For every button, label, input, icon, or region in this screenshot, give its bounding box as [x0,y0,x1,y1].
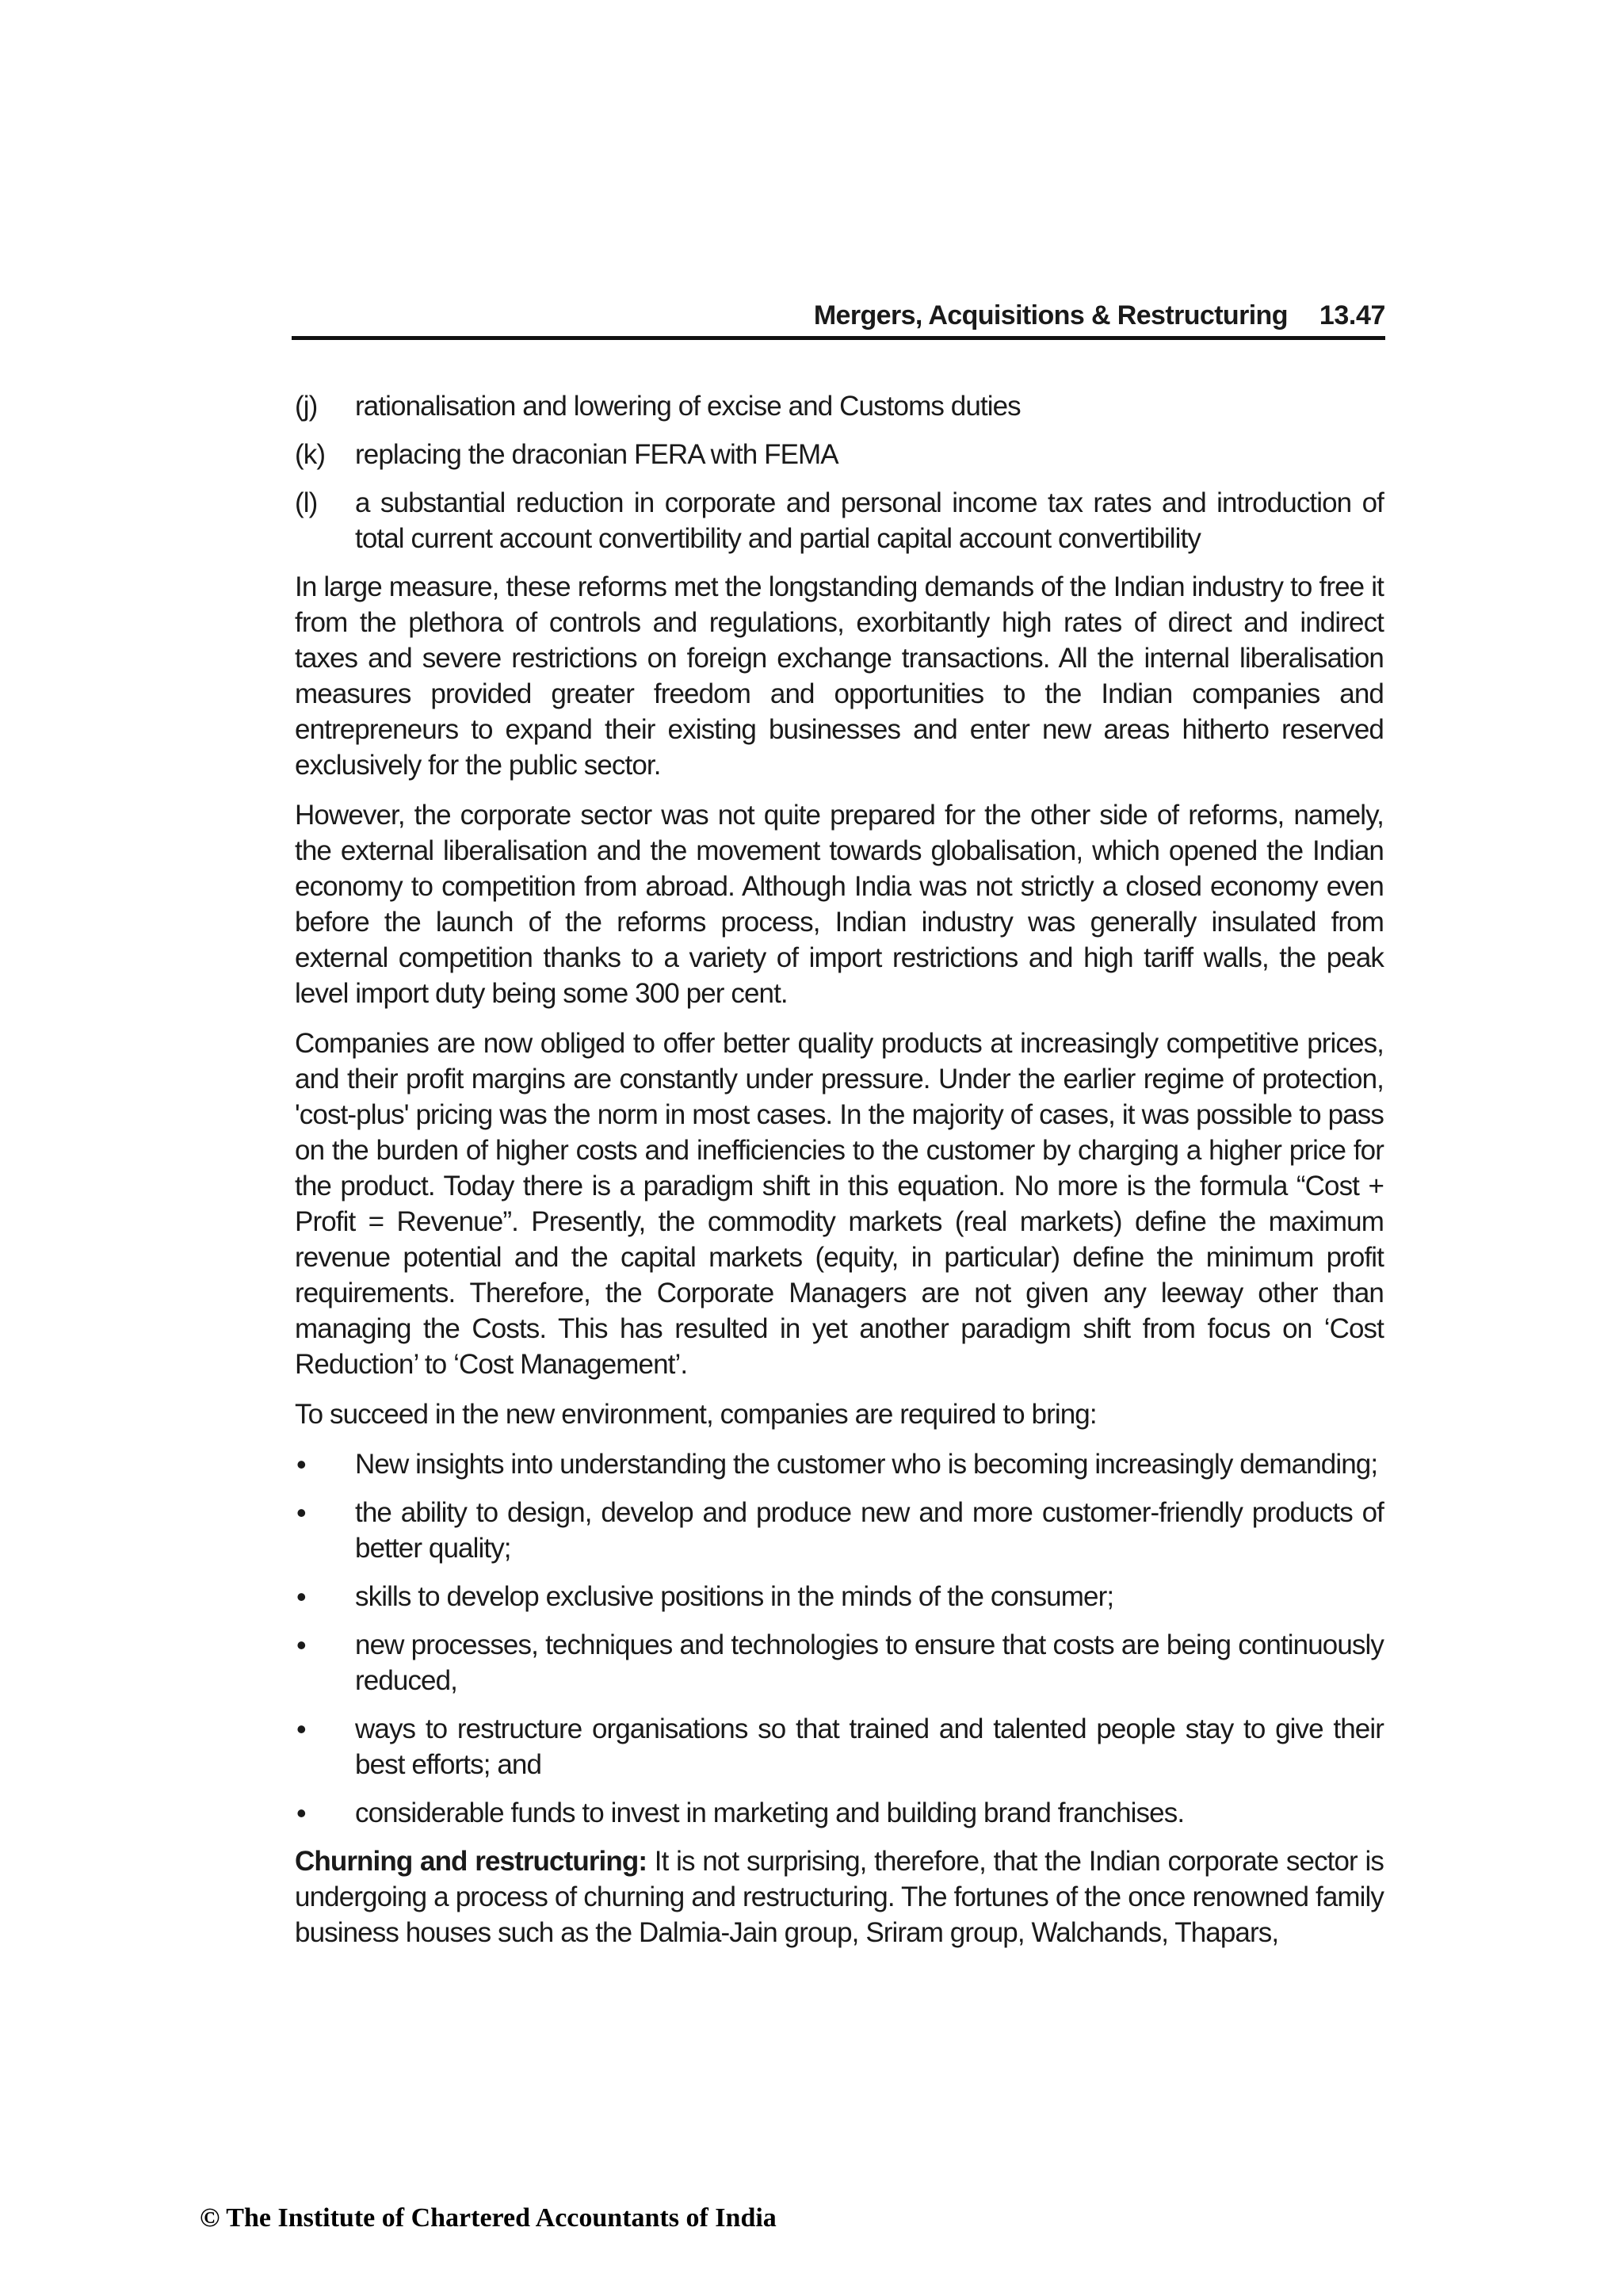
paragraph-bullets-intro: To succeed in the new environment, companies are required to bring: [295,1399,1097,1430]
page-content [295,388,1384,1965]
bullet-text: New insights into understanding the customer who is becoming increasingly demanding; [355,1449,1378,1480]
list-marker: (j) [295,391,318,422]
bullet-icon: • [296,1448,306,1480]
bullet-text: skills to develop exclusive positions in the minds of the consumer; [355,1581,1114,1612]
list-item-k [295,437,1384,472]
bullet-icon: • [296,1629,306,1661]
bullet-item [295,1795,1384,1831]
paragraph-external-liberalisation: However, the corporate sector was not quite prepared for the other side of reforms, namely, the external liberalisation and the movement towards globalisation, which opened the Indian economy to competition from abroad. Although India was not strictly a closed economy even before the launch of the reforms process, Indian industry was generally insulated from external competition thanks to a variety of import restrictions and high tariff walls, the peak level import duty being some 300 per cent. [295,800,1384,1009]
copyright-footer: © The Institute of Chartered Accountants of India [200,2203,777,2233]
page-header [292,295,1385,340]
bullet-text: new processes, techniques and technologies to ensure that costs are being continuously reduced, [355,1629,1384,1696]
bullet-text: ways to restructure organisations so that trained and talented people stay to give their best efforts; and [355,1713,1384,1780]
list-text: rationalisation and lowering of excise and Customs duties [355,391,1021,422]
bullet-text: considerable funds to invest in marketing and building brand franchises. [355,1797,1185,1828]
list-text: replacing the draconian FERA with FEMA [355,439,838,470]
bullet-icon: • [296,1580,306,1613]
bullet-item [295,1446,1384,1482]
paragraph-churning [295,1843,1384,1950]
paragraph-churning-text: It is not surprising, therefore, that the Indian corporate sector is undergoing a process of churning and restructuring. The fortunes of the once renowned family business houses such as the Dalmia-Jain group, Sriram group, Walchands, Thapars, [295,1846,1384,1948]
page-number: 13.47 [1319,300,1385,330]
chapter-title: Mergers, Acquisitions & Restructuring [813,300,1288,330]
paragraph-reforms: In large measure, these reforms met the longstanding demands of the Indian industry to free it from the plethora of controls and regulations, exorbitantly high rates of direct and indirect taxes and severe restrictions on foreign exchange transactions. All the internal liberalisation measures provided greater freedom and opportunities to the Indian companies and entrepreneurs to expand their existing businesses and enter new areas hitherto reserved exclusively for the public sector. [295,571,1384,781]
bullet-item [295,1627,1384,1698]
list-item-j [295,388,1384,424]
bullet-icon: • [296,1797,306,1829]
bullet-item [295,1579,1384,1614]
list-marker: (l) [295,487,318,518]
bullet-text: the ability to design, develop and produce new and more customer-friendly products of better quality; [355,1497,1384,1564]
paragraph-competitive-prices: Companies are now obliged to offer better quality products at increasingly competitive prices, and their profit margins are constantly under pressure. Under the earlier regime of protection, 'cost-plus' pricing was the norm in most cases. In the majority of cases, it was possible to pass on the burden of higher costs and inefficiencies to the customer by charging a higher price for the product. Today there is a paradigm shift in this equation. No more is the formula “Cost + Profit = Revenue”. Presently, the commodity markets (real markets) define the maximum revenue potential and the capital markets (equity, in particular) define the minimum profit requirements. Therefore, the Corporate Managers are not given any leeway other than managing the Costs. This has resulted in yet another paradigm shift from focus on ‘Cost Reduction’ to ‘Cost Management’. [295,1028,1384,1380]
bullet-icon: • [296,1496,306,1529]
bullet-icon: • [296,1713,306,1745]
run-in-heading: Churning and restructuring: [295,1846,647,1877]
bullet-item [295,1711,1384,1782]
list-item-l [295,485,1384,556]
bullet-item [295,1495,1384,1566]
list-text: a substantial reduction in corporate and personal income tax rates and introduction of total current account convertibility and partial capital account convertibility [355,487,1384,554]
list-marker: (k) [295,439,326,470]
